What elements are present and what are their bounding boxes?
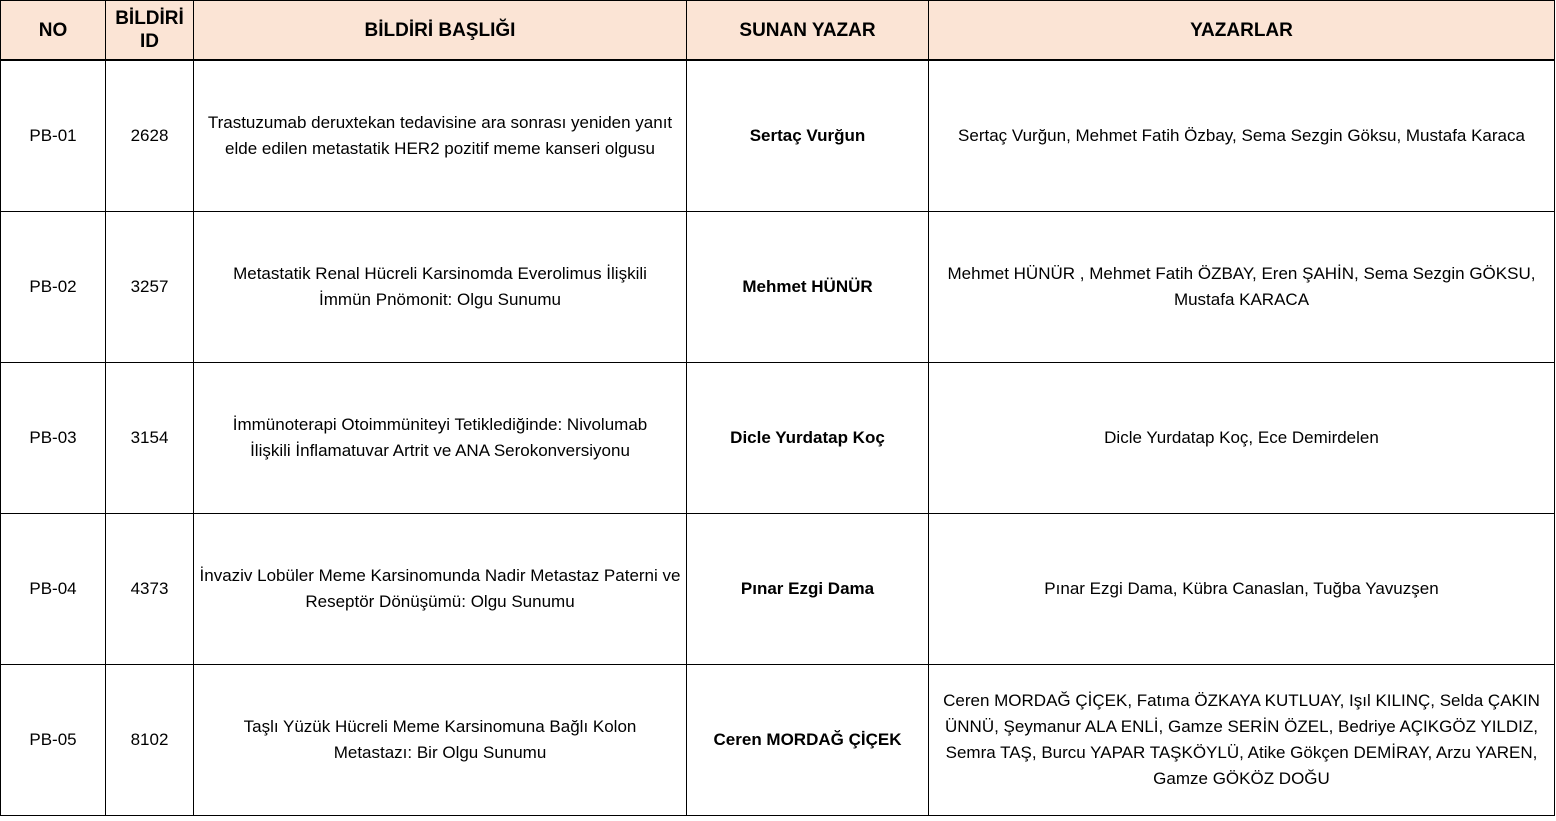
cell-authors: Mehmet HÜNÜR , Mehmet Fatih ÖZBAY, Eren ŞAHİN, Sema Sezgin GÖKSU, Mustafa KARACA <box>929 212 1555 363</box>
cell-id: 2628 <box>106 60 194 212</box>
cell-title: İmmünoterapi Otoimmüniteyi Tetiklediğinde: Nivolumab İlişkili İnflamatuvar Artrit ve ANA Serokonversiyonu <box>194 363 687 514</box>
header-row <box>1 1 1555 61</box>
table-row <box>1 665 1555 816</box>
cell-title: Metastatik Renal Hücreli Karsinomda Everolimus İlişkili İmmün Pnömonit: Olgu Sunumu <box>194 212 687 363</box>
cell-presenter: Dicle Yurdatap Koç <box>687 363 929 514</box>
cell-authors: Pınar Ezgi Dama, Kübra Canaslan, Tuğba Yavuzşen <box>929 514 1555 665</box>
cell-id: 3257 <box>106 212 194 363</box>
cell-no: PB-02 <box>1 212 106 363</box>
cell-no: PB-04 <box>1 514 106 665</box>
cell-no: PB-05 <box>1 665 106 816</box>
header-id: BİLDİRİ ID <box>106 1 194 61</box>
cell-authors: Sertaç Vurğun, Mehmet Fatih Özbay, Sema Sezgin Göksu, Mustafa Karaca <box>929 60 1555 212</box>
cell-presenter: Mehmet HÜNÜR <box>687 212 929 363</box>
cell-no: PB-01 <box>1 60 106 212</box>
cell-id: 8102 <box>106 665 194 816</box>
cell-authors: Dicle Yurdatap Koç, Ece Demirdelen <box>929 363 1555 514</box>
cell-title: İnvaziv Lobüler Meme Karsinomunda Nadir Metastaz Paterni ve Reseptör Dönüşümü: Olgu Sunumu <box>194 514 687 665</box>
table-row <box>1 363 1555 514</box>
table-row <box>1 212 1555 363</box>
header-no: NO <box>1 1 106 61</box>
cell-authors: Ceren MORDAĞ ÇİÇEK, Fatıma ÖZKAYA KUTLUAY, Işıl KILINÇ, Selda ÇAKIN ÜNNÜ, Şeymanur ALA ENLİ, Gamze SERİN ÖZEL, Bedriye AÇIKGÖZ YILDIZ, Semra TAŞ, Burcu YAPAR TAŞKÖYLÜ, Atike Gökçen DEMİRAY, Arzu YAREN, Gamze GÖKÖZ DOĞU <box>929 665 1555 816</box>
cell-presenter: Ceren MORDAĞ ÇİÇEK <box>687 665 929 816</box>
cell-presenter: Sertaç Vurğun <box>687 60 929 212</box>
cell-presenter: Pınar Ezgi Dama <box>687 514 929 665</box>
cell-title: Taşlı Yüzük Hücreli Meme Karsinomuna Bağlı Kolon Metastazı: Bir Olgu Sunumu <box>194 665 687 816</box>
table-row <box>1 60 1555 212</box>
cell-no: PB-03 <box>1 363 106 514</box>
header-title: BİLDİRİ BAŞLIĞI <box>194 1 687 61</box>
cell-id: 4373 <box>106 514 194 665</box>
header-authors: YAZARLAR <box>929 1 1555 61</box>
cell-title: Trastuzumab deruxtekan tedavisine ara sonrası yeniden yanıt elde edilen metastatik HER2 pozitif meme kanseri olgusu <box>194 60 687 212</box>
header-presenter: SUNAN YAZAR <box>687 1 929 61</box>
cell-id: 3154 <box>106 363 194 514</box>
table-row <box>1 514 1555 665</box>
